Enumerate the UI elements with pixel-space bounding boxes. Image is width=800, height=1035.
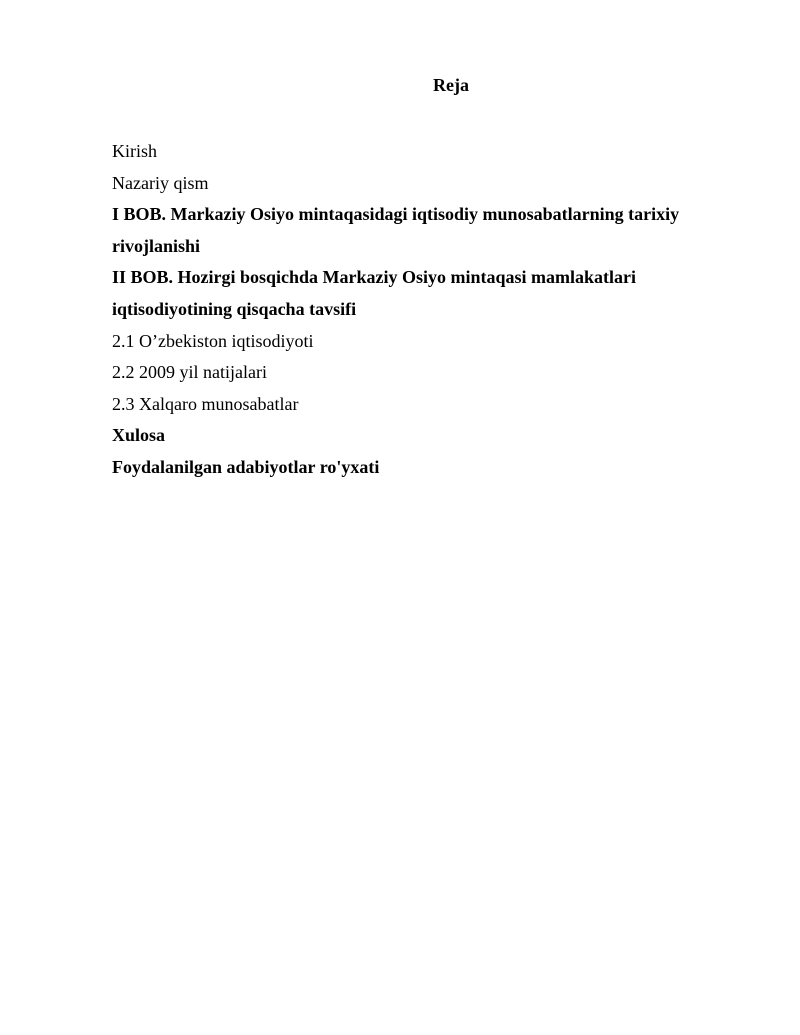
toc-item-chapter-1: I BOB. Markaziy Osiyo mintaqasidagi iqtisodiy munosabatlarning tarixiy: [112, 204, 680, 225]
toc-item-chapter-2-continued: iqtisodiyotining qisqacha tavsifi: [112, 298, 357, 319]
toc-item-xulosa: Xulosa: [112, 425, 166, 446]
toc-item-nazariy-qism: Nazariy qism: [112, 172, 209, 193]
page-title: Reja: [433, 75, 469, 95]
toc-item-kirish: Kirish: [112, 141, 157, 161]
toc-item-section-2-2: 2.2 2009 yil natijalari: [112, 362, 267, 383]
toc-item-section-2-1: 2.1 O’zbekiston iqtisodiyoti: [112, 330, 314, 351]
toc-item-bibliography: Foydalanilgan adabiyotlar ro'yxati: [112, 456, 380, 477]
table-of-contents: [112, 136, 712, 484]
toc-item-section-2-3: 2.3 Xalqaro munosabatlar: [112, 393, 299, 414]
toc-item-chapter-1-continued: rivojlanishi: [112, 235, 201, 256]
toc-item-chapter-2: II BOB. Hozirgi bosqichda Markaziy Osiyo mintaqasi mamlakatlari: [112, 267, 637, 288]
